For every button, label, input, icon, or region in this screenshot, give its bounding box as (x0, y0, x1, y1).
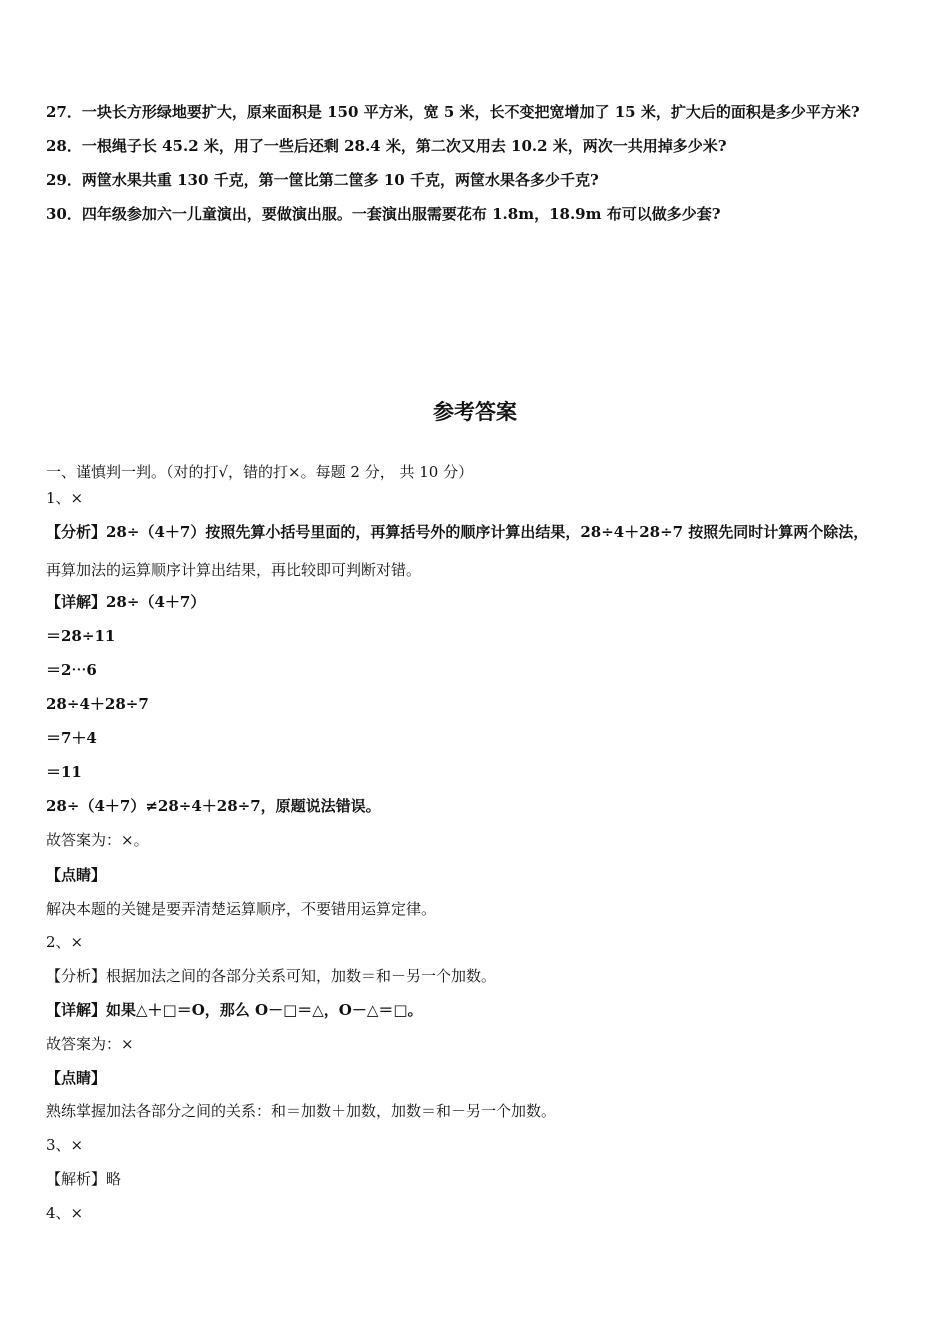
answer-2-tip-label: 【点睛】 (46, 1069, 107, 1087)
answer-1-step-2: ＝2⋯6 (46, 661, 97, 679)
question-27: 27．一块长方形绿地要扩大，原来面积是 150 平方米，宽 5 米，长不变把宽增加了 15 米，扩大后的面积是多少平方米? (46, 103, 860, 121)
answer-1-detail: 【详解】28÷（4＋7） (46, 593, 206, 611)
section-heading: 一、谨慎判一判。（对的打√，错的打×。每题 2 分， 共 10 分） (46, 463, 474, 481)
answer-title: 参考答案 (433, 400, 517, 424)
answer-1-final: 故答案为：×。 (46, 831, 149, 849)
answer-2-label: 2、× (46, 933, 84, 951)
answer-2-final: 故答案为：× (46, 1035, 134, 1053)
answer-1-tip-label: 【点睛】 (46, 866, 107, 884)
answer-2-detail: 【详解】如果△＋□＝O，那么 O－□＝△，O－△＝□。 (46, 1001, 423, 1019)
answer-4-label: 4、× (46, 1204, 84, 1222)
answer-1-step-5: ＝11 (46, 763, 82, 781)
answer-1-tip: 解决本题的关键是要弄清楚运算顺序，不要错用运算定律。 (46, 900, 437, 918)
answer-1-conclusion: 28÷（4＋7）≠28÷4＋28÷7，原题说法错误。 (46, 797, 381, 815)
question-30: 30．四年级参加六一儿童演出，要做演出服。一套演出服需要花布 1.8m，18.9m 布可以做多少套? (46, 205, 721, 223)
answer-3-analysis: 【解析】略 (46, 1170, 122, 1188)
answer-1-analysis-cont: 再算加法的运算顺序计算出结果，再比较即可判断对错。 (46, 561, 422, 579)
answer-3-label: 3、× (46, 1136, 84, 1154)
question-29: 29．两筐水果共重 130 千克，第一筐比第二筐多 10 千克，两筐水果各多少千克? (46, 171, 599, 189)
answer-1-step-1: ＝28÷11 (46, 627, 116, 645)
answer-1-step-4: ＝7＋4 (46, 729, 97, 747)
answer-2-analysis: 【分析】根据加法之间的各部分关系可知，加数＝和－另一个加数。 (46, 967, 497, 985)
answer-1-analysis: 【分析】28÷（4＋7）按照先算小括号里面的，再算括号外的顺序计算出结果，28÷4＋28÷7 按照先同时计算两个除法， (46, 523, 869, 541)
answer-1-step-3: 28÷4＋28÷7 (46, 695, 149, 713)
answer-2-tip: 熟练掌握加法各部分之间的关系：和＝加数＋加数，加数＝和－另一个加数。 (46, 1102, 557, 1120)
question-28: 28．一根绳子长 45.2 米，用了一些后还剩 28.4 米，第二次又用去 10.2 米，两次一共用掉多少米? (46, 137, 727, 155)
answer-1-label: 1、× (46, 489, 84, 507)
